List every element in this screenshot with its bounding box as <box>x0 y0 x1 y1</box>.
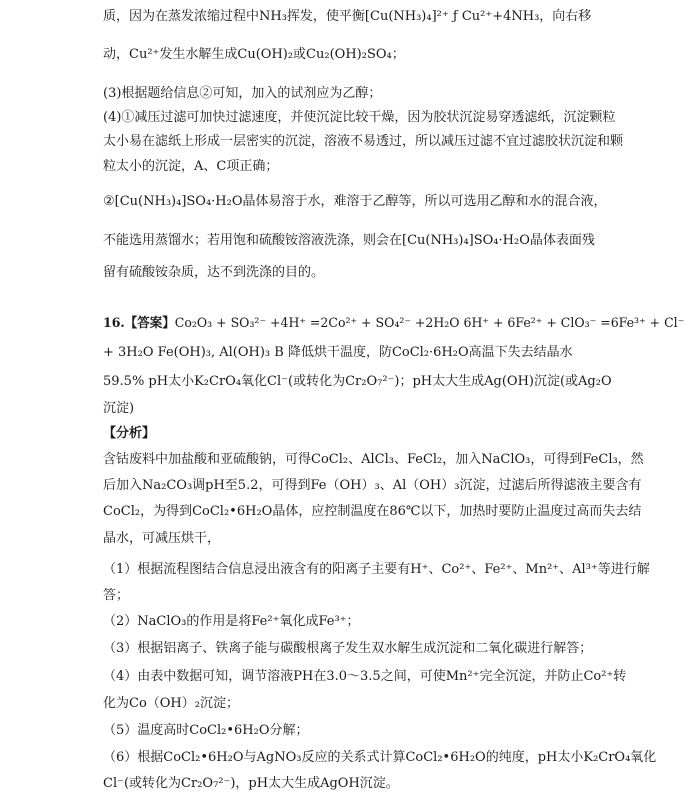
analysis-item-2: （2）NaClO₃的作用是将Fe²⁺氧化成Fe³⁺； <box>103 614 360 629</box>
analysis-label: 【分析】 <box>103 426 156 441</box>
analysis-line-4: 晶水，可减压烘干， <box>103 531 221 546</box>
analysis-item-3: （3）根据铝离子、铁离子能与碳酸根离子发生双水解生成沉淀和二氧化碳进行解答； <box>103 641 593 656</box>
answer-line-2: + 3H₂O Fe(OH)₃, Al(OH)₃ B 降低烘干温度，防CoCl₂·6H₂O高温下失去结晶水 <box>103 345 573 360</box>
s15-line-1: 质，因为在蒸发浓缩过程中NH₃挥发，使平衡[Cu(NH₃)₄]²⁺ ƒ Cu²⁺+4NH₃，向右移 <box>103 9 592 24</box>
answer-line-4: 沉淀) <box>103 401 135 416</box>
s15-line-9: 留有硫酸铵杂质，达不到洗涤的目的。 <box>103 265 325 280</box>
s15-line-3: (3)根据题给信息②可知，加入的试剂应为乙醇； <box>103 86 382 101</box>
analysis-item-1: （1）根据流程图结合信息浸出液含有的阳离子主要有H⁺、Co²⁺、Fe²⁺、Mn²⁺、Al³⁺等进行解 <box>103 562 650 577</box>
analysis-line-3: CoCl₂，为得到CoCl₂•6H₂O晶体，应控制温度在86℃以下，加热时要防止温度过高而失去结 <box>103 504 642 519</box>
s15-line-6: 粒太小的沉淀，A、C项正确； <box>103 159 279 174</box>
analysis-item-6-cont: Cl⁻(或转化为Cr₂O₇²⁻)，pH太大生成AgOH沉淀。 <box>103 776 399 791</box>
analysis-item-4-cont: 化为Co（OH）₂沉淀； <box>103 696 239 711</box>
answer-label: 16.【答案】 <box>103 316 175 331</box>
analysis-item-1-cont: 答； <box>103 588 130 603</box>
analysis-line-2: 后加入Na₂CO₃调pH至5.2，可得到Fe（OH）₃、Al（OH）₃沉淀，过滤后所得滤液主要含有 <box>103 478 642 493</box>
analysis-item-6: （6）根据CoCl₂•6H₂O与AgNO₃反应的关系式计算CoCl₂•6H₂O的纯度，pH太小K₂CrO₄氧化 <box>103 750 657 765</box>
analysis-line-1: 含钴废料中加盐酸和亚硫酸钠，可得CoCl₂、AlCl₃、FeCl₂，加入NaClO₃，可得到FeCl₃，然 <box>103 452 644 467</box>
answer-equations: Co₂O₃ + SO₃²⁻ +4H⁺ =2Co²⁺ + SO₄²⁻ +2H₂O 6H⁺ + 6Fe²⁺ + ClO₃⁻ =6Fe³⁺ + Cl⁻ <box>174 316 685 331</box>
analysis-item-4: （4）由表中数据可知，调节溶液PH在3.0～3.5之间，可使Mn²⁺完全沉淀，并防止Co²⁺转 <box>103 669 627 684</box>
s15-line-8: 不能选用蒸馏水；若用饱和硫酸铵溶液洗涤，则会在[Cu(NH₃)₄]SO₄·H₂O晶体表面残 <box>103 233 595 248</box>
answer-line-1 <box>103 315 684 333</box>
s15-line-7: ②[Cu(NH₃)₄]SO₄·H₂O晶体易溶于水，难溶于乙醇等，所以可选用乙醇和水的混合液， <box>103 194 607 209</box>
analysis-item-5: （5）温度高时CoCl₂•6H₂O分解； <box>103 723 309 738</box>
s15-line-5: 太小易在滤纸上形成一层密实的沉淀，溶液不易透过，所以减压过滤不宜过滤胶状沉淀和颗 <box>103 134 624 149</box>
s15-line-2: 动，Cu²⁺发生水解生成Cu(OH)₂或Cu₂(OH)₂SO₄； <box>103 47 405 62</box>
s15-line-4: (4)①减压过滤可加快过滤速度，并使沉淀比较干燥，因为胶状沉淀易穿透滤纸，沉淀颗粒 <box>103 110 616 125</box>
answer-line-3: 59.5% pH太小K₂CrO₄氧化Cl⁻(或转化为Cr₂O₇²⁻)；pH太大生成Ag(OH)沉淀(或Ag₂O <box>103 374 612 389</box>
